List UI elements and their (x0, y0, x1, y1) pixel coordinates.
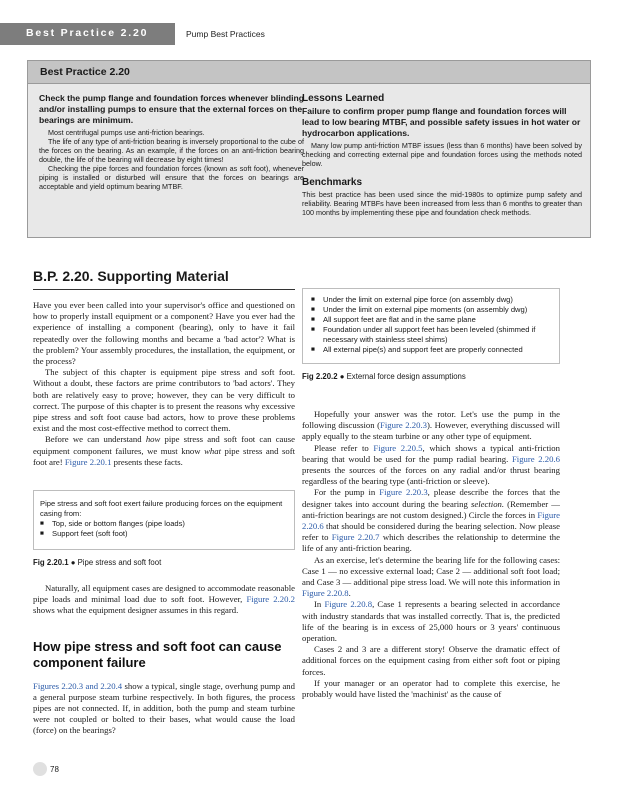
best-practice-para: Most centrifugal pumps use anti-friction bearings. (48, 128, 205, 137)
figure-link[interactable]: Figure 2.20.1 (64, 456, 112, 467)
best-practice-titlebar (28, 61, 590, 84)
page-number: 78 (50, 765, 59, 774)
list-item: ■ Top, side or bottom flanges (pipe loads) (40, 519, 288, 529)
right-column (302, 288, 560, 700)
best-practice-title: Best Practice 2.20 (40, 66, 130, 78)
list-item: ■ All support feet are flat and in the same plane (311, 315, 551, 325)
body-paragraph: Naturally, all equipment cases are designed to accommodate reasonable pipe loads and minimal load due to soft foot. However, Figure 2.20.2 shows what the equipment designer assumes in this regard. (33, 583, 295, 616)
figure-link[interactable]: Figure 2.20.7 (331, 532, 380, 543)
list-item: ■ Foundation under all support feet has been leveled (shimmed if necessary with stainless steel shims) (311, 325, 551, 345)
list-item: ■ All external pipe(s) and support feet are properly connected (311, 345, 551, 355)
figure-link[interactable]: Figure 2.20.8 (324, 599, 373, 610)
figure-link[interactable]: Figures 2.20.3 and 2.20.4 (33, 680, 123, 691)
figure-2-20-2-box (302, 288, 560, 364)
benchmarks-heading: Benchmarks (302, 177, 363, 188)
page-number-marker (33, 762, 47, 776)
figure-caption: Fig 2.20.2 ● External force design assumptions (302, 372, 466, 381)
best-practice-box (27, 60, 591, 238)
figure-link[interactable]: Figure 2.20.3 (379, 487, 428, 498)
best-practice-left-column (39, 93, 304, 191)
body-paragraph: Have you ever been called into your supervisor's office and questioned on how to properly install equipment or a component? Have you ever had the experience of installing a component (bearing), only to have it fail repeatedly over the following months and became a 'bad actor'? What is the problem? Your assembly procedures, the installation, the equipment, or the process? (33, 300, 295, 367)
figure-link[interactable]: Figure 2.20.6 (302, 509, 560, 532)
subsection-title: How pipe stress and soft foot can cause component failure (33, 638, 282, 670)
figure-link[interactable]: Figure 2.20.2 (246, 594, 295, 605)
lessons-learned-body: Many low pump anti-friction MTBF issues (less than 6 months) have been solved by checking and correcting external pipe and foundation forces using the methods noted below. (302, 141, 582, 168)
body-paragraph: Figures 2.20.3 and 2.20.4 show a typical, single stage, overhung pump and a general purpose steam turbine respectively. In both figures, the process pipes are not connected. If, in addition, both the pump and steam turbine were not coupled or bolted to their bases, what would cause the load (force) on the bearings? (33, 680, 295, 736)
running-title: Pump Best Practices (186, 29, 265, 39)
section-label: Best Practice 2.20 (26, 27, 149, 39)
lessons-learned-heading: Lessons Learned (302, 93, 385, 104)
best-practice-para: Checking the pipe forces and foundation forces (known as soft foot), whenever piping is installed or disturbed will ensure that the forces on bearings are acceptable and yield optimum bearing MTBF. (39, 164, 304, 191)
body-paragraph: Hopefully your answer was the rotor. Let's use the pump in the following discussion (Figure 2.20.3). However, everything discussed will apply equally to the steam turbine or any other type of equipment. (302, 409, 560, 442)
lessons-learned-lead: Failure to confirm proper pump flange and foundation forces will lead to low bearing MTBF, and possible safety issues in hot water or hydrocarbon applications. (302, 106, 581, 138)
benchmarks-body: This best practice has been used since the mid-1980s to optimize pump safety and reliability. Bearing MTBFs have been increased from less than 6 months to greater than 100 months by implementing these pipe and foundation check methods. (302, 190, 582, 217)
body-paragraph: Before we can understand how pipe stress and soft foot can cause equipment component failures, we must know what pipe stress and soft foot are! Figure 2.20.1 presents these facts. (33, 434, 296, 467)
list-item: ■ Support feet (soft foot) (40, 529, 288, 539)
figure-link[interactable]: Figure 2.20.3 (380, 420, 428, 431)
figure-caption: Fig 2.20.1 ● Pipe stress and soft foot (33, 558, 162, 568)
figure-link[interactable]: Figure 2.20.8 (302, 588, 349, 599)
figure-link[interactable]: Figure 2.20.6 (511, 453, 561, 464)
section-tab (0, 23, 175, 45)
body-paragraph: If your manager or an operator had to complete this exercise, he probably would have listed the 'machinist' as the cause of (302, 677, 560, 700)
left-column (33, 268, 295, 737)
figure-link[interactable]: Figure 2.20.5 (373, 442, 423, 453)
body-paragraph: Please refer to Figure 2.20.5, which shows a typical anti-friction bearing that would be used for the pump radial bearing. Figure 2.20.6 presents the sources of the forces on any radial and/or thrust bearing regardless of the bearing type (anti-friction or sleeve). (302, 442, 561, 487)
section-title: B.P. 2.20. Supporting Material (33, 268, 229, 284)
body-paragraph: For the pump in Figure 2.20.3, please describe the forces that the designer takes into account during the bearing selection. (Remember — anti-friction bearings are not custom designed.) Circle the forces in Figure 2.20.6 that should be considered during the bearing selection. Now please refer to Figure 2.20.7 which describes the relationship to determine the life of any anti-friction bearing. (302, 487, 561, 554)
body-paragraph: In Figure 2.20.8, Case 1 represents a bearing selected in accordance with industry standards that was installed correctly. That is, the predicted life of the bearing is in excess of 25,000 hours or 3 years' continuous operation. (302, 599, 560, 644)
best-practice-lead: Check the pump flange and foundation forces whenever blinding and/or installing pumps to ensure that the external forces on the bearings are minimum. (39, 93, 304, 125)
body-paragraph: Cases 2 and 3 are a different story! Observe the dramatic effect of additional forces on the equipment casing from either soft foot or piping forces. (302, 644, 560, 677)
best-practice-para: The life of any type of anti-friction bearing is inversely proportional to the cube of the forces on the bearing. As an example, if the forces on an anti-friction bearing double, the life of the bearing will decrease by eight times! (39, 137, 304, 164)
body-paragraph: The subject of this chapter is equipment pipe stress and soft foot. Without a doubt, these factors are prime contributors to 'bad actors'. They both are relatively easy to prove; however, they can be very difficult to correct. The purpose of this chapter is to present the reasons why excessive pipe stress and soft foot cause bad actors, how to prove these problems exist and the most cost-effective method to correct them. (33, 367, 295, 434)
figure-2-20-1-box (33, 490, 295, 550)
best-practice-right-column (302, 93, 582, 217)
body-paragraph: As an exercise, let's determine the bearing life for the following cases: Case 1 — no excessive external load; Case 2 — additional soft foot load; and Case 3 — additional pipe stress load. We will note this information in Figure 2.20.8. (302, 554, 560, 599)
section-rule (33, 289, 295, 290)
list-item: ■ Under the limit on external pipe moments (on assembly dwg) (311, 305, 551, 315)
list-item: ■ Under the limit on external pipe force (on assembly dwg) (311, 295, 551, 305)
figure-intro: Pipe stress and soft foot exert failure producing forces on the equipment casing from: (40, 499, 283, 519)
